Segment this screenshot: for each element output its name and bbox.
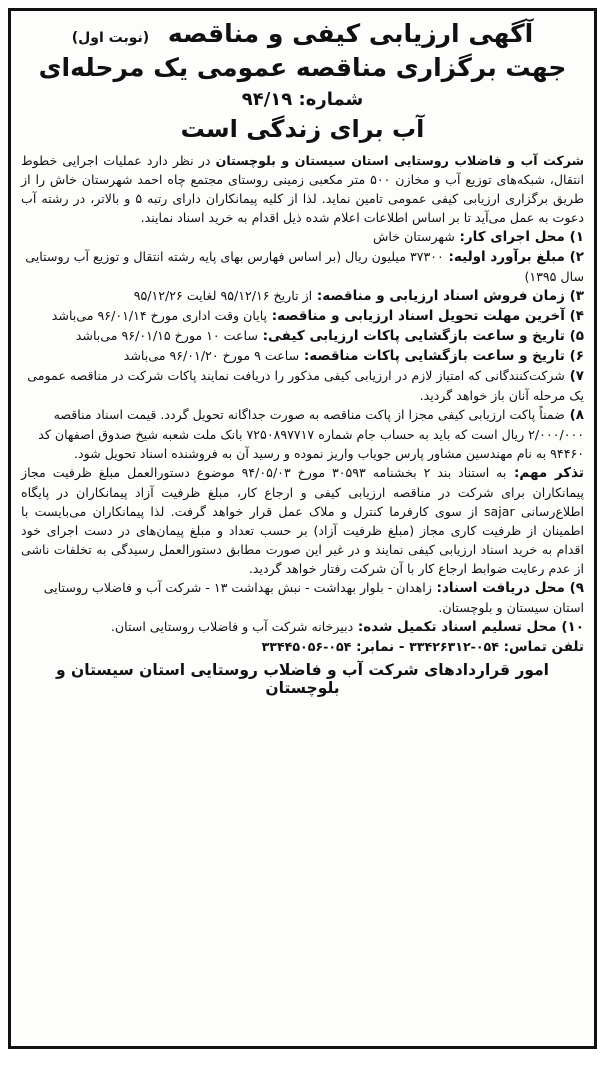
item-label: ۵) تاریخ و ساعت بازگشایی پاکات ارزیابی کیفی: (257, 328, 584, 345)
item-text: ضمناً پاکت ارزیابی کیفی مجزا از پاکت مناقصه به صورت جداگانه تحویل گردد. قیمت اسناد مناقصه ۲/۰۰۰/۰۰۰ ریال است که باید به حساب جام شماره ۷۲۵۰۸۹۷۷۱۷ بانک ملت شعبه شیخ صدوق اصفهان کد ۹۴۴۶۰ به نام مهندسین مشاور پارس جویاب واریز نموده و رسید آن به فروشنده اسناد تحویل شود. (38, 407, 584, 462)
list-item (21, 617, 584, 637)
title-line-1 (21, 19, 584, 49)
item-label: ۸) (564, 407, 584, 424)
list-item (21, 286, 584, 306)
intro-text: در نظر دارد عملیات اجرایی خطوط انتقال، شبکه‌های توزیع آب و مخازن ۵۰۰ متر مکعبی زمینی روستای مجتمع چاه احمد شهرستان خاش را از طریق برگزاری ارزیابی کیفی عمومی تامین نماید. لذا از کلیه پیمانکاران دارای رتبه ۵ و بالاتر، در رشته آب دعوت به عمل می‌آید تا بر اساس اطلاعات اعلام شده ذیل اقدام به خرید اسناد نمایند. (21, 153, 585, 226)
item-label: ۷) (564, 368, 584, 385)
item-list (21, 227, 584, 463)
list-item (21, 247, 584, 286)
intro-paragraph (21, 151, 584, 227)
item-text: پایان وقت اداری مورخ ۹۶/۰۱/۱۴ می‌باشد (51, 308, 268, 324)
item-text: دبیرخانه شرکت آب و فاضلاب روستایی استان. (110, 619, 354, 635)
advertisement (8, 8, 597, 1049)
item-label: ۱۰) محل تسلیم اسناد تکمیل شده: (353, 619, 584, 636)
item-label: ۳) زمان فروش اسناد ارزیابی و مناقصه: (312, 288, 584, 305)
item-text: ساعت ۹ مورخ ۹۶/۰۱/۲۰ می‌باشد (123, 348, 300, 364)
list-item (21, 306, 584, 326)
tender-number: شماره: ۹۴/۱۹ (241, 89, 364, 110)
title-line-2: جهت برگزاری مناقصه عمومی یک مرحله‌ای (38, 53, 567, 82)
list-item (21, 405, 584, 463)
list-item (21, 346, 584, 366)
item-label: ۴) آخرین مهلت تحویل اسناد ارزیابی و مناقصه: (267, 308, 584, 325)
item-text: شهرستان خاش (373, 229, 455, 245)
list-item (21, 326, 584, 346)
item-label: ۶) تاریخ و ساعت بازگشایی پاکات مناقصه: (299, 348, 584, 365)
list-item (21, 227, 584, 247)
item-text: زاهدان - بلوار بهداشت - نبش بهداشت ۱۳ - شرکت آب و فاضلاب روستایی استان سیستان و بلوچستان. (43, 580, 584, 616)
title-text: آگهی ارزیابی کیفی و مناقصه (167, 19, 534, 48)
list-item (21, 578, 584, 617)
phone-label: تلفن تماس: (498, 639, 584, 656)
contact-line (21, 637, 584, 657)
item-label: ۱) محل اجرای کار: (454, 229, 584, 246)
fax-label: - نمابر: (351, 639, 410, 656)
note-label: تذکر مهم: (506, 465, 584, 482)
note-text: به استناد بند ۲ بخشنامه ۳۰۵۹۳ مورخ ۹۴/۰۵/۰۳ موضوع دستورالعمل مبلغ ظرفیت مجاز پیمانکاران برای شرکت در مناقصه ارزیابی کیفی و ارجاع کار، مبلغ ظرفیت آزاد پیمانکاران در پایگاه اطلاع‌رسانی sajar از سوی کارفرما کنترل و ملاک عمل قرار خواهد گرفت. لذا پیمانکاران می‌بایست با اطمینان از ظرفیت کاری مجاز (مبلغ ظرفیت آزاد) بر حسب تعداد و مبلغ پیمان‌های در دست اجرای خود اقدام به خرید اسناد ارزیابی کیفی نمایند و در غیر این صورت مطابق دستورالعمل رسیدگی به تخلفات ناشی از عدم رعایت ضوابط ارجاع کار با آن شرکت رفتار خواهد گردید. (21, 465, 584, 577)
signature-line: امور قراردادهای شرکت آب و فاضلاب روستایی استان سیستان و بلوچستان (56, 661, 549, 698)
item-text: ساعت ۱۰ مورخ ۹۶/۰۱/۱۵ می‌باشد (75, 328, 258, 344)
item-label: ۲) مبلغ برآورد اولیه: (443, 249, 584, 266)
item-label: ۹) محل دریافت اسناد: (431, 580, 584, 597)
item-text: از تاریخ ۹۵/۱۲/۱۶ لغایت ۹۵/۱۲/۲۶ (133, 288, 313, 304)
fax-number: ۰۵۴-۳۳۴۴۵۰۵۶ (261, 639, 352, 655)
item-text: شرکت‌کنندگانی که امتیاز لازم در ارزیابی کیفی مذکور را دریافت نمایند پاکات شرکت در مناقصه عمومی یک مرحله آنان باز خواهد گردید. (27, 368, 584, 404)
round-badge: (نوبت اول) (71, 30, 150, 46)
item-list-2 (21, 578, 584, 657)
list-item (21, 366, 584, 405)
phone-number: ۰۵۴-۳۳۴۲۶۳۱۲ (409, 639, 499, 655)
item-text: ۳۷۳۰۰ میلیون ریال (بر اساس فهارس بهای پایه رشته انتقال و توزیع آب روستایی سال ۱۳۹۵) (25, 249, 584, 285)
important-note (21, 463, 584, 578)
company-name: شرکت آب و فاضلاب روستایی استان سیستان و بلوچستان (215, 153, 584, 169)
slogan: آب برای زندگی است (180, 114, 425, 143)
